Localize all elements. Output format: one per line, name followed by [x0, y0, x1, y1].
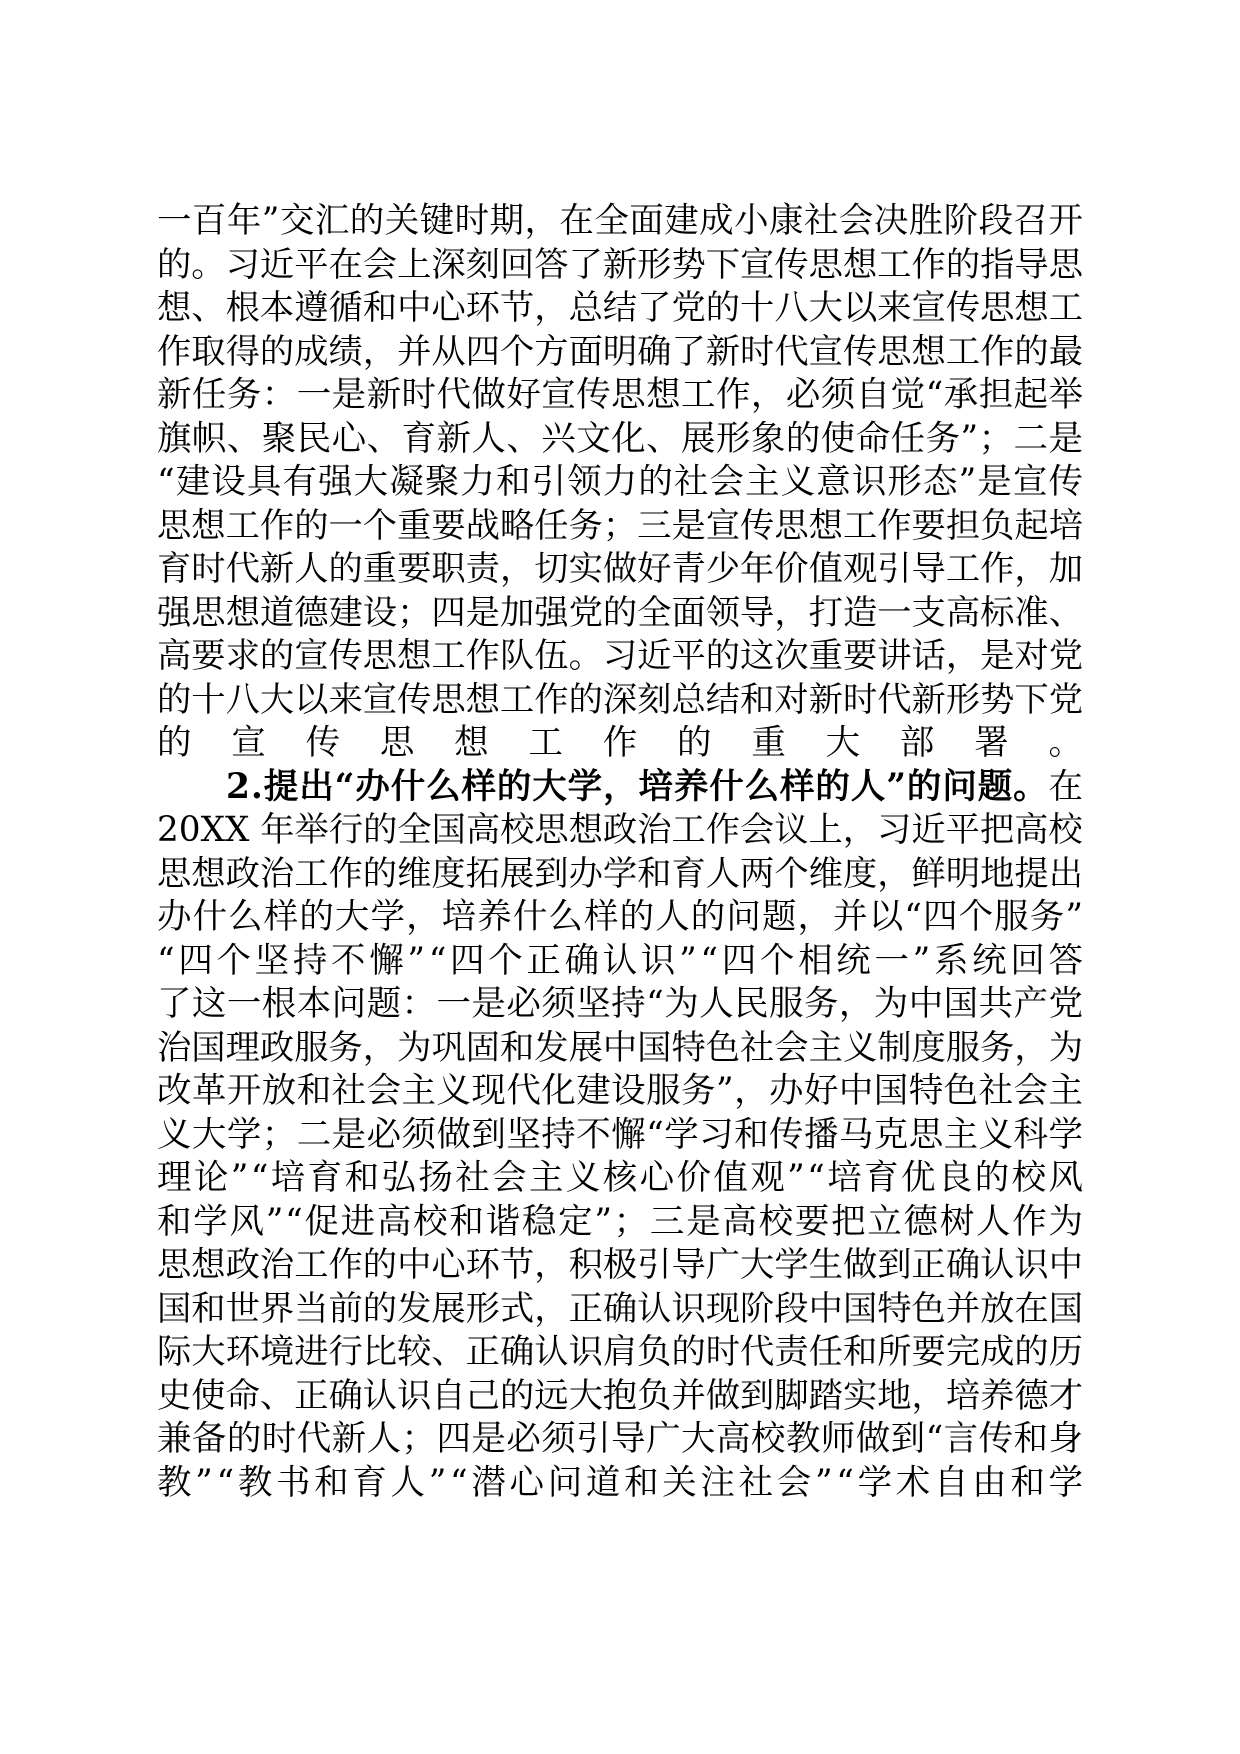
text-line: 育时代新人的重要职责，切实做好青少年价值观引导工作，加	[157, 549, 1084, 589]
text-line: 国和世界当前的发展形式，正确认识现阶段中国特色并放在国	[157, 1288, 1084, 1329]
text-line: 的宣传思想工作的重大部署。	[157, 723, 1083, 763]
text-line: 思想政治工作的中心环节，积极引导广大学生做到正确认识中	[157, 1245, 1084, 1285]
text-line: 和学风”“促进高校和谐稳定”；三是高校要把立德树人作为	[157, 1201, 1085, 1242]
text-line: 作取得的成绩，并从四个方面明确了新时代宣传思想工作的最	[157, 331, 1084, 372]
text-line: 义大学；二是必须做到坚持不懈“学习和传播马克思主义科学	[157, 1114, 1084, 1155]
text-line: 思想工作的一个重要战略任务；三是宣传思想工作要担负起培	[157, 505, 1084, 546]
text-line: 兼备的时代新人；四是必须引导广大高校教师做到“言传和身	[157, 1419, 1084, 1459]
text-line: 了这一根本问题：一是必须坚持“为人民服务，为中国共产党	[157, 984, 1084, 1024]
text-line: 际大环境进行比较、正确认识肩负的时代责任和所要完成的历	[157, 1332, 1084, 1372]
text-line: 高要求的宣传思想工作队伍。习近平的这次重要讲话，是对党	[157, 636, 1084, 676]
document-page	[157, 200, 1087, 1505]
text-line: 的十八大以来宣传思想工作的深刻总结和对新时代新形势下党	[157, 679, 1084, 720]
text-line: 史使命、正确认识自己的远大抱负并做到脚踏实地，培养德才	[157, 1375, 1084, 1416]
text-line: 想、根本遵循和中心环节，总结了党的十八大以来宣传思想工	[157, 288, 1084, 328]
text-line: 教”“教书和育人”“潜心问道和关注社会”“学术自由和学	[157, 1462, 1087, 1503]
paragraph-1	[157, 200, 1083, 766]
section-heading: 2.提出“办什么样的大学，培养什么样的人”的问题。	[226, 766, 1049, 807]
paragraph-2-first-line	[157, 766, 1083, 810]
text-line: 改革开放和社会主义现代化建设服务”，办好中国特色社会主	[157, 1071, 1084, 1111]
heading-tail: 在	[1048, 766, 1084, 807]
text-line: “建设具有强大凝聚力和引领力的社会主义意识形态”是宣传	[157, 462, 1085, 502]
text-line: 一百年”交汇的关键时期，在全面建成小康社会决胜阶段召开	[157, 201, 1084, 241]
text-line: 治国理政服务，为巩固和发展中国特色社会主义制度服务，为	[157, 1027, 1084, 1068]
text-line: 旗帜、聚民心、育新人、兴文化、展形象的使命任务”；二是	[157, 418, 1084, 459]
text-line: 思想政治工作的维度拓展到办学和育人两个维度，鲜明地提出	[157, 853, 1084, 894]
text-line: 强思想道德建设；四是加强党的全面领导，打造一支高标准、	[157, 592, 1084, 633]
text-line: “四个坚持不懈”“四个正确认识”“四个相统一”系统回答	[157, 940, 1087, 981]
text-line: 20XX 年举行的全国高校思想政治工作会议上，习近平把高校	[157, 810, 1083, 850]
text-line: 新任务：一是新时代做好宣传思想工作，必须自觉“承担起举	[157, 375, 1084, 415]
text-line: 的。习近平在会上深刻回答了新形势下宣传思想工作的指导思	[157, 244, 1084, 285]
text-line: 办什么样的大学，培养什么样的人的问题，并以“四个服务”	[157, 897, 1085, 937]
paragraph-2	[157, 766, 1087, 1506]
text-line: 理论”“培育和弘扬社会主义核心价值观”“培育优良的校风	[157, 1158, 1086, 1198]
